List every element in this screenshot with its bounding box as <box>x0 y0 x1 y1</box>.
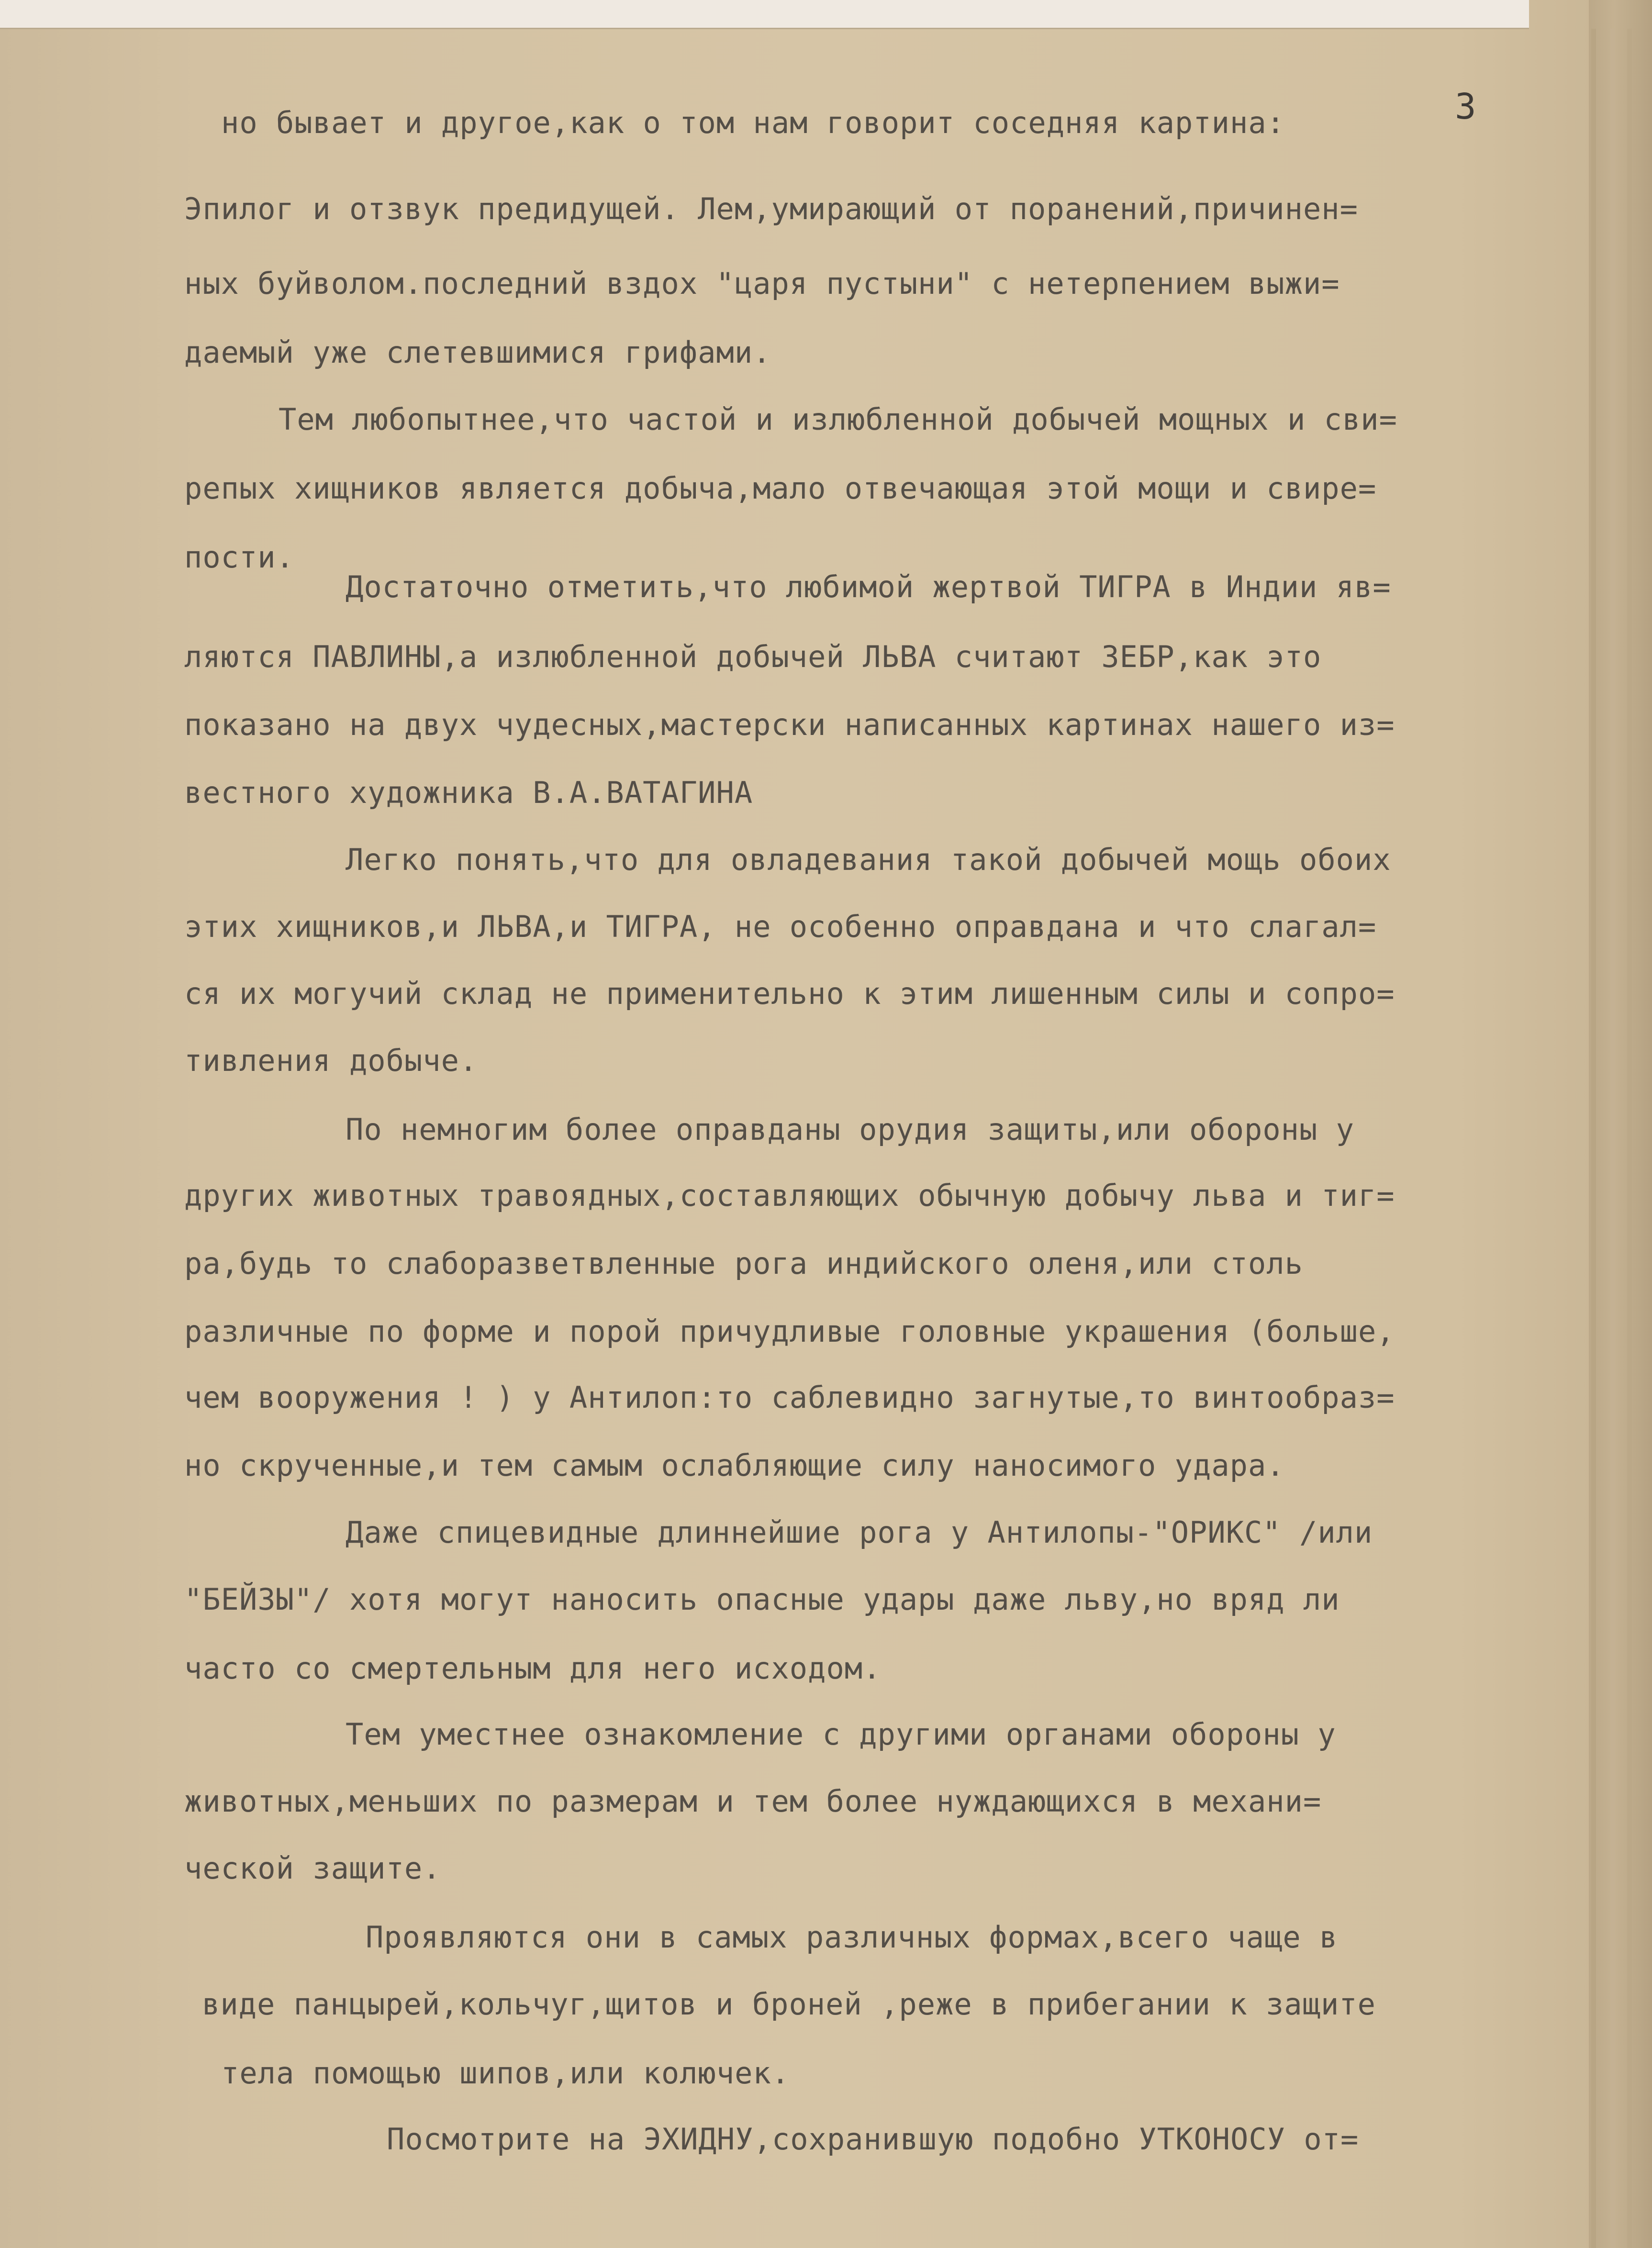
text-line: различные по форме и порой причудливые головные украшения (больше, <box>184 1314 1395 1349</box>
text-line: Легко понять,что для овладевания такой добычей мощь обоих <box>346 842 1391 877</box>
text-line: Достаточно отметить,что любимой жертвой ТИГРА в Индии яв= <box>346 569 1391 604</box>
text-line: "БЕЙЗЫ"/ хотя могут наносить опасные удары даже льву,но вряд ли <box>184 1582 1340 1617</box>
text-line: чем вооружения ! ) у Антилоп:то саблевидно загнутые,то винтообраз= <box>184 1380 1395 1415</box>
text-line: пости. <box>184 540 294 575</box>
text-line: ра,будь то слаборазветвленные рога индийского оленя,или столь <box>184 1246 1303 1281</box>
text-line: ных буйволом.последний вздох "царя пустыни" с нетерпением выжи= <box>184 266 1340 301</box>
text-line: но бывает и другое,как о том нам говорит соседняя картина: <box>221 105 1285 140</box>
page-number: 3 <box>1455 86 1476 127</box>
text-line: часто со смертельным для него исходом. <box>184 1651 882 1686</box>
text-line: Тем любопытнее,что частой и излюбленной добычей мощных и сви= <box>279 402 1397 437</box>
text-line: Даже спицевидные длиннейшие рога у Антилопы-"ОРИКС" /или <box>346 1515 1373 1550</box>
text-line: репых хищников является добыча,мало отвечающая этой мощи и свире= <box>184 471 1377 506</box>
text-line: тивления добыче. <box>184 1043 478 1078</box>
text-line: даемый уже слетевшимися грифами. <box>184 335 771 370</box>
text-line: ся их могучий склад не применительно к этим лишенным силы и сопро= <box>184 976 1395 1011</box>
text-line: животных,меньших по размерам и тем более нуждающихся в механи= <box>184 1784 1322 1819</box>
text-line: показано на двух чудесных,мастерски написанных картинах нашего из= <box>184 707 1395 742</box>
text-line: Эпилог и отзвук предидущей. Лем,умирающий от поранений,причинен= <box>184 191 1358 226</box>
text-line: ческой защите. <box>184 1851 441 1886</box>
text-line: Тем уместнее ознакомление с другими органами обороны у <box>346 1717 1336 1752</box>
text-line: Посмотрите на ЭХИДНУ,сохранившую подобно УТКОНОСУ от= <box>387 2122 1359 2157</box>
text-line: Проявляются они в самых различных формах,всего чаще в <box>366 1920 1338 1955</box>
text-line: этих хищников,и ЛЬВА,и ТИГРА, не особенно оправдана и что слагал= <box>184 909 1377 944</box>
text-line: ляются ПАВЛИНЫ,а излюбленной добычей ЛЬВА считают ЗЕБР,как это <box>184 639 1322 674</box>
text-line: виде панцырей,кольчуг,щитов и броней ,реже в прибегании к защите <box>202 1987 1376 2022</box>
text-line: других животных травоядных,составляющих обычную добычу льва и тиг= <box>184 1178 1395 1213</box>
text-line: тела помощью шипов,или колючек. <box>221 2056 790 2091</box>
text-line: но скрученные,и тем самым ослабляющие силу наносимого удара. <box>184 1448 1285 1483</box>
text-line: По немногим более оправданы орудия защиты,или обороны у <box>346 1112 1354 1147</box>
text-line: вестного художника В.А.ВАТАГИНА <box>184 775 753 810</box>
